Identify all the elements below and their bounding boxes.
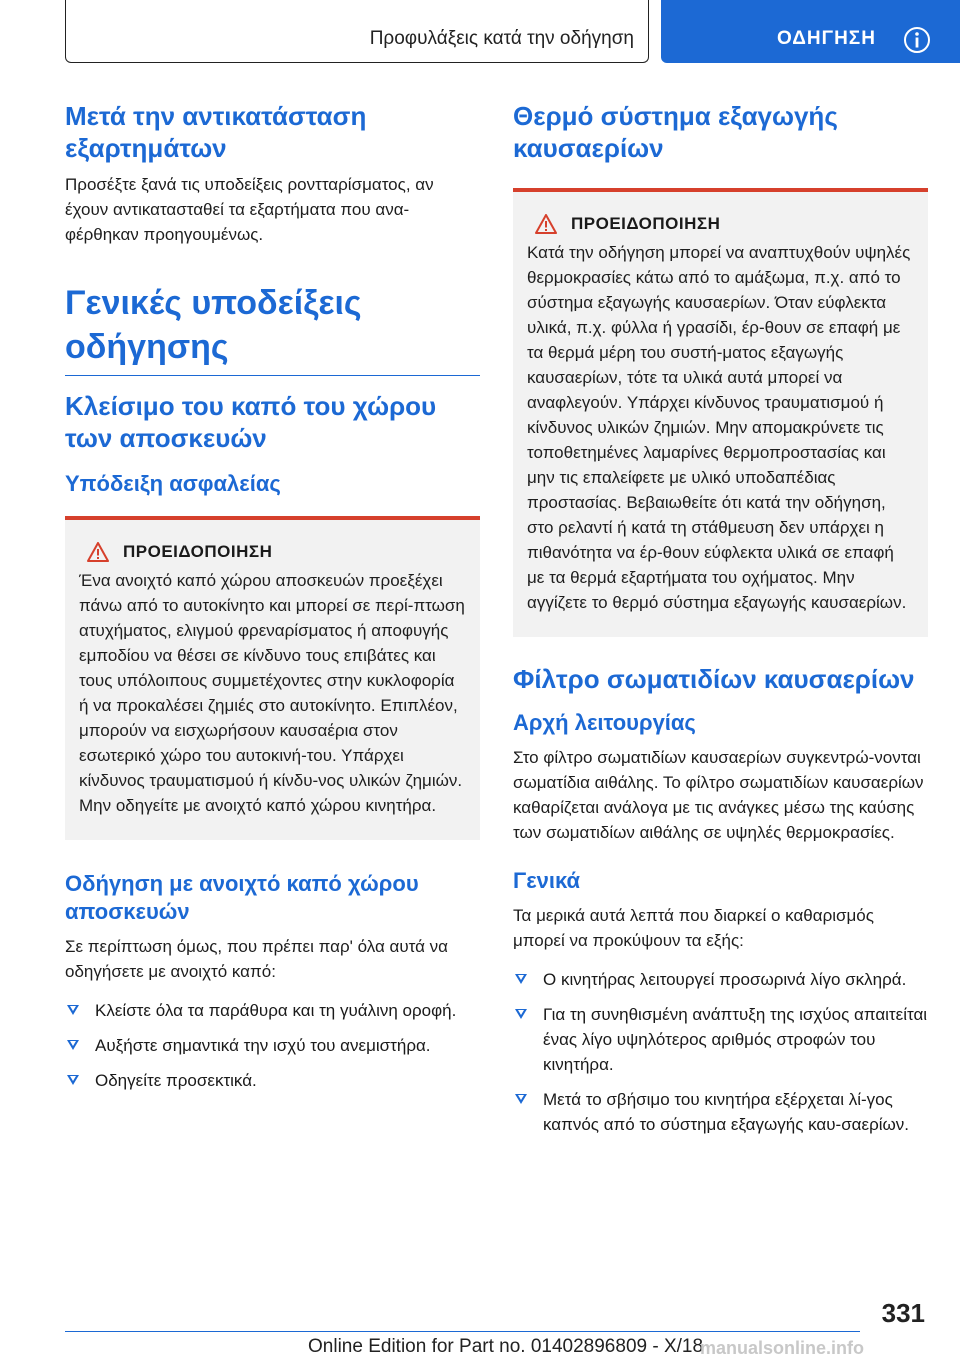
open-trunk-text: Σε περίπτωση όμως, που πρέπει παρ' όλα αυτά να οδηγήσετε με ανοιχτό καπό: — [65, 937, 448, 981]
warning-triangle-icon — [87, 542, 109, 562]
warning-label: ΠΡΟΕΙΔΟΠΟΙΗΣΗ — [571, 214, 721, 233]
after-parts-text: Προσέξτε ξανά τις υποδείξεις ροντταρίσματος, αν έχουν αντικατασταθεί τα εξαρτήματα που ανα-φέρθηκαν προηγουμένως. — [65, 175, 434, 244]
trunk-lid-title: Κλείσιμο του καπό του χώρου των αποσκευών — [65, 391, 437, 453]
safety-note-title: Υπόδειξη ασφαλείας — [65, 471, 281, 496]
general-text: Τα μερικά αυτά λεπτά που διαρκεί ο καθαρισμός μπορεί να προκύψουν τα εξής: — [513, 906, 874, 950]
header-chapter-label: ΟΔΗΓΗΣΗ — [777, 28, 876, 49]
open-trunk-title: Οδήγηση με ανοιχτό καπό χώρου αποσκευών — [65, 871, 419, 924]
warning-box-trunk — [65, 516, 480, 840]
open-trunk-list — [65, 998, 480, 1093]
left-column — [65, 100, 480, 1103]
page-number: 331 — [881, 1298, 925, 1328]
warning-box-exhaust — [513, 188, 928, 637]
triangle-bullet-icon — [515, 974, 527, 984]
header-chapter-badge — [661, 0, 960, 63]
list-item: Ο κινητήρας λειτουργεί προσωρινά λίγο σκληρά. — [513, 967, 928, 992]
general-list — [513, 967, 928, 1137]
watermark: manualsonline.info — [700, 1338, 865, 1358]
hot-exhaust-title: Θερμό σύστημα εξαγωγής καυσαερίων — [513, 101, 838, 163]
warning-triangle-icon — [535, 214, 557, 234]
principle-title: Αρχή λειτουργίας — [513, 710, 696, 735]
header-section-box — [65, 0, 649, 63]
triangle-bullet-icon — [515, 1009, 527, 1019]
warning-text: Ένα ανοιχτό καπό χώρου αποσκευών προεξέχει πάνω από το αυτοκίνητο και μπορεί σε περί-πτωση ατυχήματος, ελιγμού φρεναρίσματος ή αποφυγής εμποδίου να θέσει σε κίνδυνο τους επιβάτες και τους υπόλοιπους συμμετέχοντες στην κυκλοφορία ή να προκαλέσει ζημιές στο αυτοκίνητο. Επιπλέον, μπορούν να εισχωρήσουν καυσαέρια στον εσωτερικό χώρο του αυτοκινή-του. Υπάρχει κίνδυνος τραυματισμού ή κίνδυ-νος υλικών ζημιών. Μην οδηγείτε με ανοιχτό καπό χώρου κινητήρα. — [79, 571, 465, 815]
footer-edition: Online Edition for Part no. 01402896809 - X/18 — [308, 1336, 704, 1357]
particle-filter-title: Φίλτρο σωματιδίων καυσαερίων — [513, 664, 915, 694]
list-item: Κλείστε όλα τα παράθυρα και τη γυάλινη οροφή. — [65, 998, 480, 1023]
general-title: Γενικά — [513, 868, 581, 893]
footer-divider — [65, 1331, 860, 1332]
list-item: Μετά το σβήσιμο του κινητήρα εξέρχεται λί-γος καπνός από το σύστημα εξαγωγής καυ-σαερίων. — [513, 1087, 928, 1137]
triangle-bullet-icon — [67, 1040, 79, 1050]
warning-text: Κατά την οδήγηση μπορεί να αναπτυχθούν υψηλές θερμοκρασίες κάτω από το αμάξωμα, π.χ. από το σύστημα εξαγωγής καυσαερίων. Όταν εύφλεκτα υλικά, π.χ. φύλλα ή γρασίδι, έρ-θουν σε επαφή με τα θερμά μέρη του συστή-ματος εξαγωγής καυσαερίων, τότε τα υλικά αυτά μπορεί να αναφλεγούν. Υπάρχει κίνδυνος τραυματισμού ή κίνδυνος υλικών ζημιών. Μην απομακρύνετε τις τοποθετημένες λαμαρίνες θερμοπροστασίας και μην τις επαλείφετε με υλικό υποδαπέδιας προστασίας. Βεβαιωθείτε ότι κατά την οδήγηση, στο ρελαντί ή κατά τη στάθμευση δεν υπάρχει η πιθανότητα να έρ-θουν εύφλεκτα υλικά σε επαφή με τα θερμά εξαρτήματα του οχήματος. Μην αγγίζετε το θερμό σύστημα εξαγωγής καυσαερίων. — [527, 243, 911, 612]
triangle-bullet-icon — [515, 1094, 527, 1104]
list-item: Για τη συνηθισμένη ανάπτυξη της ισχύος απαιτείται ένας λίγο υψηλότερος αριθμός στροφών του κινητήρα. — [513, 1002, 928, 1077]
info-icon — [903, 26, 931, 54]
warning-header — [535, 214, 914, 234]
warning-header — [87, 542, 466, 562]
section-divider — [65, 375, 480, 376]
list-item: Οδηγείτε προσεκτικά. — [65, 1068, 480, 1093]
warning-label: ΠΡΟΕΙΔΟΠΟΙΗΣΗ — [123, 542, 273, 561]
right-column — [513, 100, 928, 1147]
principle-text: Στο φίλτρο σωματιδίων καυσαερίων συγκεντρώ-νονται σωματίδια αιθάλης. Το φίλτρο σωματιδίων καυσαερίων καθαρίζεται ανάλογα με τις ανάγκες μέσω της καύσης των σωματιδίων αιθάλης σε υψηλές θερμοκρασίες. — [513, 748, 924, 842]
triangle-bullet-icon — [67, 1075, 79, 1085]
after-parts-title: Μετά την αντικατάσταση εξαρτημάτων — [65, 101, 367, 163]
triangle-bullet-icon — [67, 1005, 79, 1015]
general-driving-title: Γενικές υποδείξεις οδήγησης — [65, 284, 362, 366]
list-item: Αυξήστε σημαντικά την ισχύ του ανεμιστήρα. — [65, 1033, 480, 1058]
header-section-title: Προφυλάξεις κατά την οδήγηση — [369, 28, 634, 49]
